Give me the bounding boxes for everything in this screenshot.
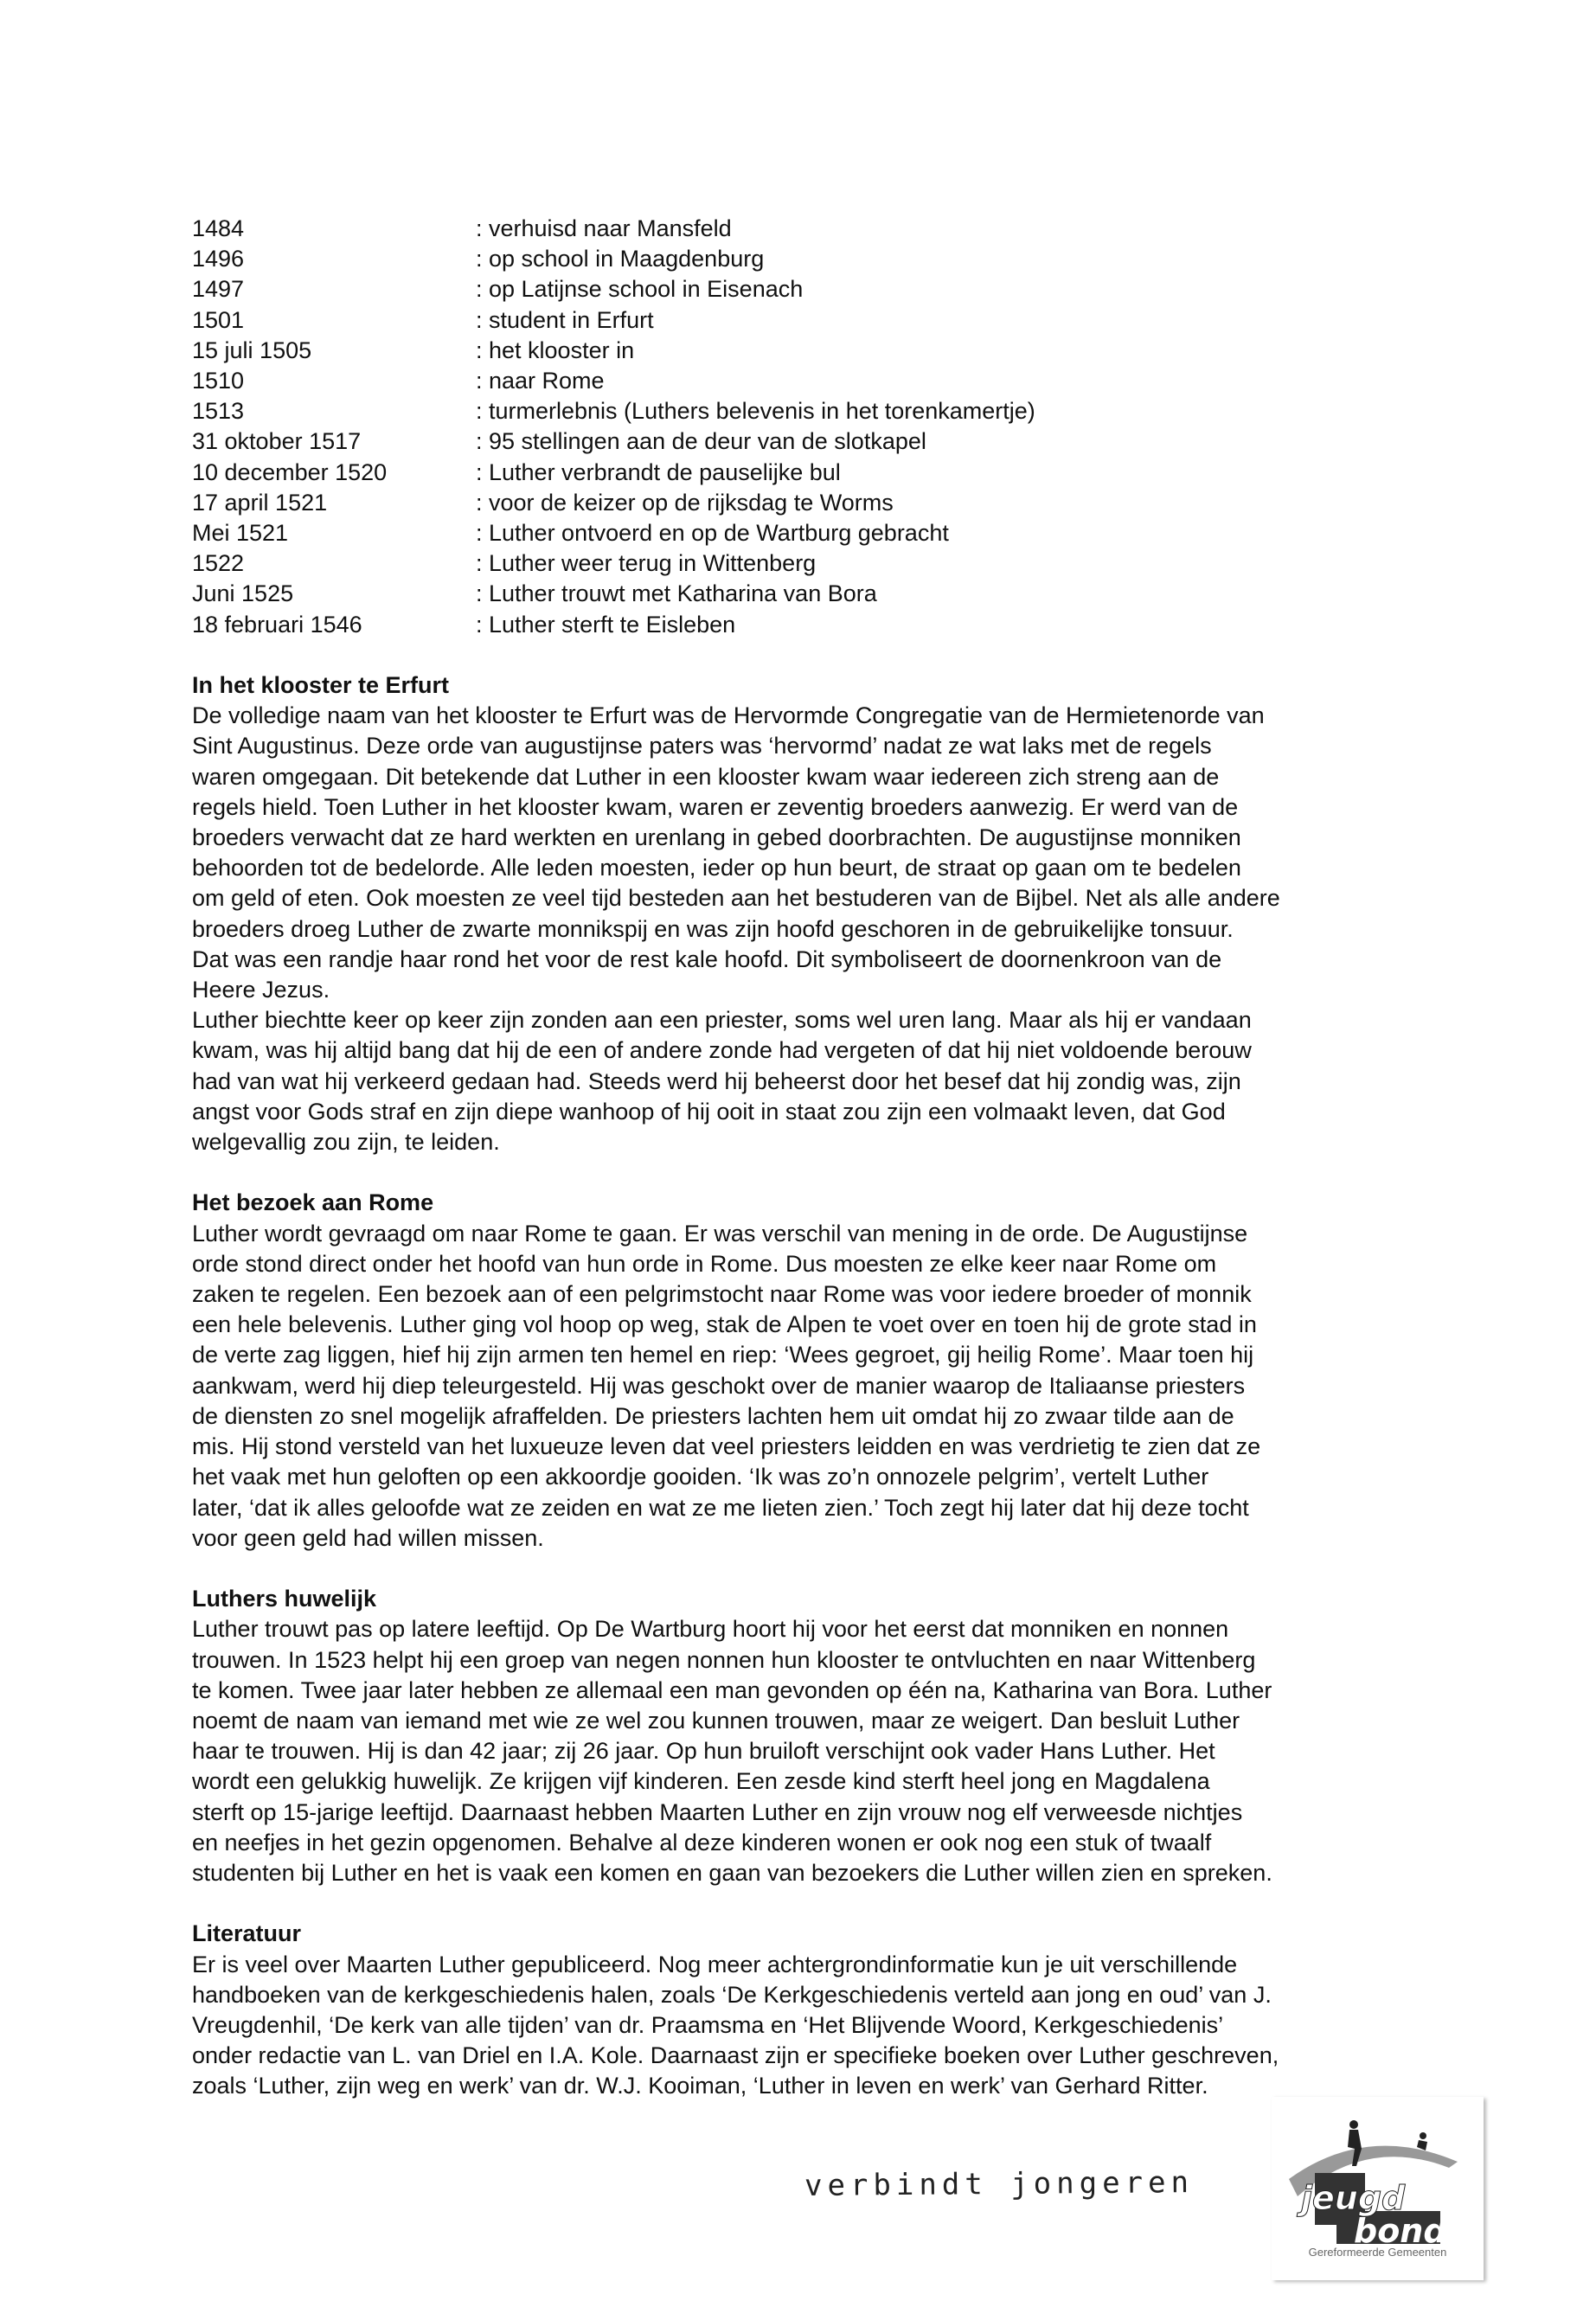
timeline-event: : turmerlebnis (Luthers belevenis in het torenkamertje): [476, 398, 1035, 425]
timeline-event: : Luther trouwt met Katharina van Bora: [476, 580, 877, 607]
svg-text:bond: bond: [1354, 2212, 1447, 2244]
timeline-date: 15 juli 1505: [192, 336, 312, 363]
text-line: broeders droeg Luther de zwarte monnikspij en was zijn hoofd geschoren in de gebruikelijke tonsuur.: [192, 915, 1234, 942]
jeugdbond-logo: [1272, 2097, 1484, 2280]
text-line: had van wat hij verkeerd gedaan had. Steeds werd hij beheerst door het besef dat hij zondig was, zijn: [192, 1067, 1241, 1094]
svg-text:jeugd: jeugd: [1301, 2179, 1406, 2217]
timeline-event: : het klooster in: [476, 336, 635, 363]
timeline-row: [192, 396, 1280, 426]
timeline-date: 1484: [192, 215, 245, 241]
section: [192, 1919, 1280, 2101]
timeline-row: [192, 336, 1280, 366]
spacer: [192, 1888, 1280, 1919]
timeline-event: : voor de keizer op de rijksdag te Worms: [476, 489, 894, 516]
text-line: Heere Jezus.: [192, 977, 330, 1003]
timeline-date: 17 april 1521: [192, 489, 328, 516]
text-line: mis. Hij stond versteld van het luxueuze leven dat veel priesters leidden en was verdrietig te zien dat ze: [192, 1433, 1261, 1460]
timeline-date: Mei 1521: [192, 520, 289, 547]
text-line: trouwen. In 1523 helpt hij een groep van negen nonnen hun klooster te ontvluchten en naar Wittenberg: [192, 1646, 1256, 1673]
timeline-row: [192, 488, 1280, 518]
section-heading: Het bezoek aan Rome: [192, 1189, 434, 1216]
spacer: [192, 1157, 1280, 1188]
text-line: haar te trouwen. Hij is dan 42 jaar; zij 26 jaar. Op hun bruiloft verschijnt ook vader Hans Luther. Het: [192, 1738, 1215, 1765]
text-line: zoals ‘Luther, zijn weg en werk’ van dr. W.J. Kooiman, ‘Luther in leven en werk’ van Gerhard Ritter.: [192, 2073, 1208, 2099]
document-body: [192, 214, 1280, 2102]
text-line: noemt de naam van iemand met wie ze wel zou kunnen trouwen, maar ze weigert. Dan besluit Luther: [192, 1707, 1240, 1734]
text-line: Sint Augustinus. Deze orde van augustijnse paters was ‘hervormd’ nadat ze wat laks met de regels: [192, 733, 1212, 760]
timeline-row: [192, 426, 1280, 457]
logo-subtitle: Gereformeerde Gemeenten: [1308, 2246, 1447, 2259]
text-line: zaken te regelen. Een bezoek aan of een pelgrimstocht naar Rome was voor iedere broeder of monnik: [192, 1281, 1252, 1308]
timeline-date: 1513: [192, 398, 245, 425]
text-line: De volledige naam van het klooster te Erfurt was de Hervormde Congregatie van de Hermietenorde van: [192, 702, 1265, 729]
text-line: sterft op 15-jarige leeftijd. Daarnaast hebben Maarten Luther en zijn vrouw nog elf verweesde nichtjes: [192, 1798, 1243, 1825]
timeline-date: 10 december 1520: [192, 458, 388, 485]
timeline-event: : op Latijnse school in Eisenach: [476, 276, 804, 303]
timeline-row: [192, 366, 1280, 396]
timeline-date: 18 februari 1546: [192, 611, 362, 638]
timeline-event: : student in Erfurt: [476, 306, 654, 333]
text-line: later, ‘dat ik alles geloofde wat ze zeiden en wat ze me lieten zien.’ Toch zegt hij later dat hij deze tocht: [192, 1494, 1249, 1521]
text-line: Luther wordt gevraagd om naar Rome te gaan. Er was verschil van mening in de orde. De Augustijnse: [192, 1220, 1248, 1247]
section: [192, 670, 1280, 1157]
text-line: angst voor Gods straf en zijn diepe wanhoop of hij ooit in staat zou zijn een volmaakt leven, dat God: [192, 1098, 1226, 1125]
timeline-date: Juni 1525: [192, 580, 294, 607]
timeline-date: 1501: [192, 306, 245, 333]
timeline-date: 1510: [192, 368, 245, 394]
timeline-row: [192, 458, 1280, 488]
text-line: Luther biechtte keer op keer zijn zonden aan een priester, soms wel uren lang. Maar als hij er vandaan: [192, 1007, 1252, 1034]
text-line: behoorden tot de bedelorde. Alle leden moesten, ieder op hun beurt, de straat op gaan om te bedelen: [192, 855, 1241, 881]
sections: [192, 640, 1280, 2102]
timeline-date: 1497: [192, 276, 245, 303]
section-heading: Luthers huwelijk: [192, 1586, 377, 1612]
timeline-event: : op school in Maagdenburg: [476, 246, 765, 272]
text-line: en neefjes in het gezin opgenomen. Behalve al deze kinderen wonen er ook nog een stuk of twaalf: [192, 1829, 1212, 1856]
text-line: Vreugdenhil, ‘De kerk van alle tijden’ van dr. Praamsma en ‘Het Blijvende Woord, Kerkgeschiedenis’: [192, 2011, 1224, 2038]
text-line: studenten bij Luther en het is vaak een komen en gaan van bezoekers die Luther willen zien en spreken.: [192, 1859, 1272, 1886]
text-line: onder redactie van L. van Driel en I.A. Kole. Daarnaast zijn er specifieke boeken over Luther geschreven,: [192, 2042, 1279, 2069]
timeline-event: : Luther weer terug in Wittenberg: [476, 550, 817, 577]
timeline-event: : Luther sterft te Eisleben: [476, 611, 736, 638]
text-line: voor geen geld had willen missen.: [192, 1524, 544, 1551]
timeline-row: [192, 610, 1280, 640]
text-line: waren omgegaan. Dit betekende dat Luther in een klooster kwam waar iedereen zich streng aan de: [192, 763, 1220, 790]
timeline-event: : 95 stellingen aan de deur van de slotkapel: [476, 428, 926, 455]
text-line: Dat was een randje haar rond het voor de rest kale hoofd. Dit symboliseert de doornenkroon van de: [192, 945, 1222, 972]
timeline-row: [192, 305, 1280, 336]
section: [192, 1188, 1280, 1553]
text-line: de diensten zo snel mogelijk afraffelden. De priesters lachten hem uit omdat hij zo zwaar tilde aan de: [192, 1402, 1234, 1429]
text-line: wordt een gelukkig huwelijk. Ze krijgen vijf kinderen. Een zesde kind sterft heel jong en Magdalena: [192, 1768, 1210, 1795]
slogan: verbindt jongeren: [804, 2165, 1195, 2203]
text-line: kwam, was hij altijd bang dat hij de een of andere zonde had vergeten of dat hij niet voldoende berouw: [192, 1037, 1252, 1064]
timeline-row: [192, 548, 1280, 579]
text-line: Luther trouwt pas op latere leeftijd. Op De Wartburg hoort hij voor het eerst dat monniken en nonnen: [192, 1616, 1229, 1643]
section-heading: Literatuur: [192, 1920, 302, 1947]
timeline-row: [192, 579, 1280, 609]
timeline-event: : Luther verbrandt de pauselijke bul: [476, 458, 841, 485]
spacer: [192, 1554, 1280, 1584]
spacer: [192, 640, 1280, 670]
timeline-row: [192, 518, 1280, 548]
timeline-row: [192, 214, 1280, 244]
timeline-event: : verhuisd naar Mansfeld: [476, 215, 732, 241]
text-line: de verte zag liggen, hief hij zijn armen ten hemel en riep: ‘Wees gegroet, gij heilig Rome’. Maar toen hij: [192, 1342, 1254, 1368]
logo-graphic-icon: [1272, 2097, 1484, 2244]
text-line: om geld of eten. Ook moesten ze veel tijd besteden aan het bestuderen van de Bijbel. Net als alle andere: [192, 885, 1280, 912]
text-line: broeders verwacht dat ze hard werkten en urenlang in gebed doorbrachten. De augustijnse monniken: [192, 824, 1241, 851]
timeline-event: : Luther ontvoerd en op de Wartburg gebracht: [476, 520, 949, 547]
text-line: het vaak met hun geloften op een akkoordje gooiden. ‘Ik was zo’n onnozele pelgrim’, vertelt Luther: [192, 1464, 1209, 1490]
text-line: Er is veel over Maarten Luther gepubliceerd. Nog meer achtergrondinformatie kun je uit verschillende: [192, 1951, 1238, 1977]
timeline-date: 1496: [192, 246, 245, 272]
timeline-event: : naar Rome: [476, 368, 605, 394]
text-line: regels hield. Toen Luther in het klooster kwam, waren er zeventig broeders aanwezig. Er werd van de: [192, 793, 1239, 820]
text-line: een hele belevenis. Luther ging vol hoop op weg, stak de Alpen te voet over en toen hij de grote stad in: [192, 1311, 1257, 1338]
text-line: orde stond direct onder het hoofd van hun orde in Rome. Dus moesten ze elke keer naar Rome om: [192, 1250, 1217, 1277]
text-line: te komen. Twee jaar later hebben ze allemaal een man gevonden op één na, Katharina van Bora. Luther: [192, 1676, 1272, 1703]
timeline-date: 31 oktober 1517: [192, 428, 362, 455]
timeline-row: [192, 274, 1280, 304]
text-line: aankwam, werd hij diep teleurgesteld. Hij was geschokt over de manier waarop de Italiaanse priesters: [192, 1372, 1246, 1399]
timeline: [192, 214, 1280, 640]
timeline-row: [192, 244, 1280, 274]
section: [192, 1584, 1280, 1888]
text-line: handboeken van de kerkgeschiedenis halen, zoals ‘De Kerkgeschiedenis verteld aan jong en oud’ van J.: [192, 1981, 1272, 2008]
section-heading: In het klooster te Erfurt: [192, 672, 450, 699]
text-line: welgevallig zou zijn, te leiden.: [192, 1129, 500, 1156]
timeline-date: 1522: [192, 550, 245, 577]
